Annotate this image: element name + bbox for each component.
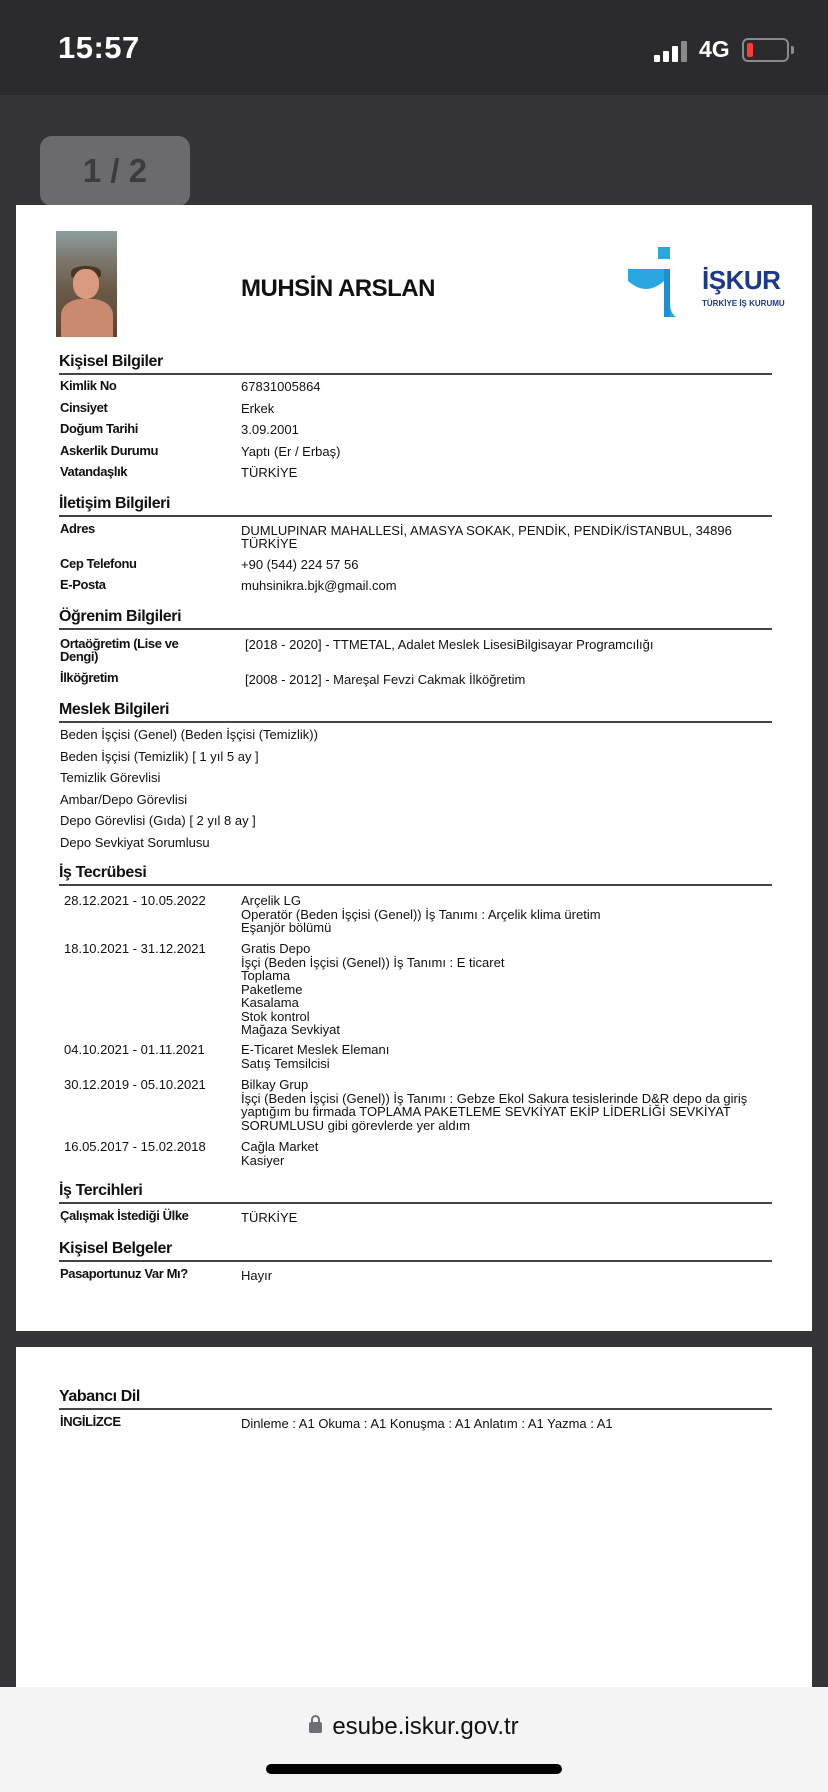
- section-profession: Meslek Bilgileri: [59, 701, 772, 723]
- value-primary: [2008 - 2012] - Mareşal Fevzi Cakmak İlköğretim: [245, 672, 526, 687]
- experience-details: Arçelik LG Operatör (Beden İşçisi (Genel)) İş Tanımı : Arçelik klima üretim Eşanjör bölümü: [241, 893, 601, 935]
- battery-tip: [791, 46, 794, 54]
- value-gender: Erkek: [241, 401, 275, 416]
- url-text: esube.iskur.gov.tr: [332, 1713, 519, 1740]
- label-primary: İlköğretim: [60, 670, 119, 685]
- value-citizenship: TÜRKİYE: [241, 465, 298, 480]
- browser-url-bar[interactable]: [0, 1687, 828, 1792]
- value-preferred-country: TÜRKİYE: [241, 1210, 298, 1225]
- section-contact: İletişim Bilgileri: [59, 495, 772, 517]
- value-email: muhsinikra.bjk@gmail.com: [241, 578, 397, 593]
- value-passport: Hayır: [241, 1268, 273, 1283]
- experience-details: Bilkay Grup İşçi (Beden İşçisi (Genel)) İş Tanımı : Gebze Ekol Sakura tesislerinde D&R depo da giriş yaptığım bu firmada TOPLAMA PAKETLEME SEVKİYAT EKİP LİDERLİĞİ SEVKİYAT SORUMLUSU gibi görevlerde yer aldım: [241, 1077, 748, 1133]
- page-counter: 1 / 2: [40, 136, 190, 206]
- profession-item: Beden İşçisi (Genel) (Beden İşçisi (Temizlik)): [60, 727, 318, 742]
- lock-icon: [309, 1722, 322, 1733]
- profession-item: Depo Sevkiyat Sorumlusu: [60, 835, 210, 850]
- label-phone: Cep Telefonu: [60, 556, 137, 571]
- experience-details: Gratis Depo İşçi (Beden İşçisi (Genel)) İş Tanımı : E ticaret Toplama Paketleme Kasalama Stok kontrol Mağaza Sevkiyat: [241, 941, 505, 1037]
- profession-item: Temizlik Görevlisi: [60, 770, 161, 785]
- document-page-2: [16, 1347, 812, 1687]
- experience-details: E-Ticaret Meslek Elemanı Satış Temsilcisi: [241, 1042, 390, 1071]
- profession-item: Beden İşçisi (Temizlik) [ 1 yıl 5 ay ]: [60, 749, 259, 764]
- logo-text: İŞKUR: [702, 265, 781, 295]
- status-bar: [0, 0, 828, 95]
- label-address: Adres: [60, 521, 95, 536]
- profile-photo: [56, 231, 117, 337]
- label-citizenship: Vatandaşlık: [60, 464, 128, 479]
- label-passport: Pasaportunuz Var Mı?: [60, 1266, 188, 1281]
- value-phone: +90 (544) 224 57 56: [241, 557, 359, 572]
- label-highschool: Ortaöğretim (Lise ve: [60, 636, 179, 651]
- value-address-line1: DUMLUPINAR MAHALLESİ, AMASYA SOKAK, PENDİK, PENDİK/İSTANBUL, 34896: [241, 523, 732, 538]
- profession-item: Depo Görevlisi (Gıda) [ 2 yıl 8 ay ]: [60, 813, 256, 828]
- section-experience: İş Tecrübesi: [59, 864, 772, 886]
- home-indicator[interactable]: [266, 1764, 562, 1774]
- network-type: 4G: [699, 36, 730, 62]
- value-highschool: [2018 - 2020] - TTMETAL, Adalet Meslek LisesiBilgisayar Programcılığı: [245, 637, 654, 652]
- label-kimlik: Kimlik No: [60, 378, 117, 393]
- value-address-line2: TÜRKİYE: [241, 536, 298, 551]
- experience-dates: 04.10.2021 - 01.11.2021: [64, 1042, 205, 1057]
- label-highschool-2: Dengi): [60, 649, 99, 664]
- value-birthdate: 3.09.2001: [241, 422, 299, 437]
- label-preferred-country: Çalışmak İstediği Ülke: [60, 1208, 189, 1223]
- experience-dates: 18.10.2021 - 31.12.2021: [64, 941, 206, 956]
- section-documents: Kişisel Belgeler: [59, 1240, 772, 1262]
- label-military: Askerlik Durumu: [60, 443, 159, 458]
- status-time: 15:57: [58, 30, 140, 65]
- applicant-name: MUHSİN ARSLAN: [241, 275, 435, 302]
- profession-item: Ambar/Depo Görevlisi: [60, 792, 188, 807]
- logo-subtitle: TÜRKİYE İŞ KURUMU: [702, 299, 785, 308]
- iskur-logo-icon: [628, 247, 700, 327]
- iskur-logo: [628, 247, 788, 327]
- value-kimlik: 67831005864: [241, 379, 321, 394]
- experience-dates: 16.05.2017 - 15.02.2018: [64, 1139, 206, 1154]
- label-birthdate: Doğum Tarihi: [60, 421, 139, 436]
- experience-dates: 30.12.2019 - 05.10.2021: [64, 1077, 206, 1092]
- section-languages: Yabancı Dil: [59, 1388, 772, 1410]
- label-email: E-Posta: [60, 577, 106, 592]
- section-education: Öğrenim Bilgileri: [59, 608, 772, 630]
- section-personal: Kişisel Bilgiler: [59, 353, 772, 375]
- label-language: İNGİLİZCE: [60, 1414, 121, 1429]
- document-page-1: [16, 205, 812, 1331]
- experience-dates: 28.12.2021 - 10.05.2022: [64, 893, 206, 908]
- value-language-levels: Dinleme : A1 Okuma : A1 Konuşma : A1 Anlatım : A1 Yazma : A1: [241, 1416, 613, 1431]
- label-gender: Cinsiyet: [60, 400, 108, 415]
- battery-icon: [742, 38, 789, 62]
- experience-details: Cağla Market Kasiyer: [241, 1139, 319, 1168]
- value-military: Yaptı (Er / Erbaş): [241, 444, 341, 459]
- url-display[interactable]: [0, 1713, 828, 1741]
- cellular-signal-icon: [654, 40, 690, 62]
- section-preferences: İş Tercihleri: [59, 1182, 772, 1204]
